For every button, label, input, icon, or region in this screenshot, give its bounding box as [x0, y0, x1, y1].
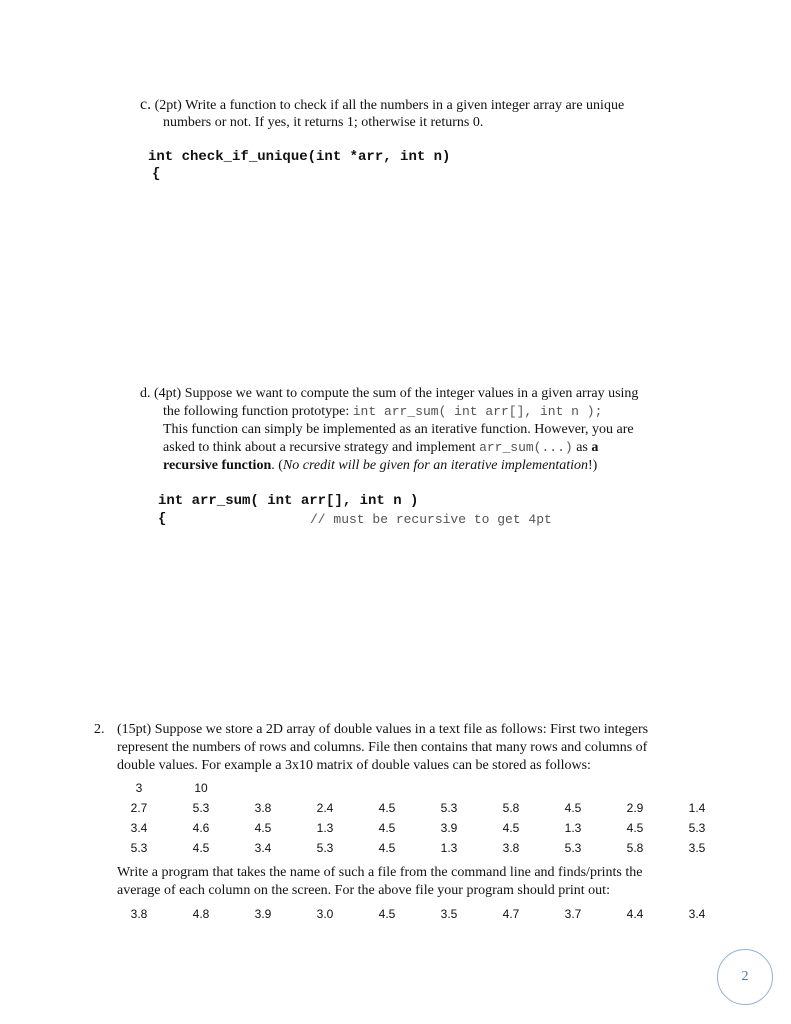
matrix-cell: 5.3: [688, 821, 706, 835]
page-number: 2: [717, 949, 773, 1005]
question-2-line1: (15pt) Suppose we store a 2D array of double values in a text file as follows: First two integers: [117, 722, 649, 737]
question-d-line4: [163, 439, 598, 457]
question-2-line3: double values. For example a 3x10 matrix of double values can be stored as follows:: [117, 758, 591, 773]
matrix-cell: 4.5: [626, 821, 644, 835]
matrix-cell: 3.4: [130, 821, 148, 835]
matrix-cell: 1.3: [564, 821, 582, 835]
question-2-line5: average of each column on the screen. For the above file your program should print out:: [117, 883, 610, 898]
matrix-cell: 5.3: [316, 841, 334, 855]
matrix-cell: 3.9: [440, 821, 458, 835]
average-value: 4.7: [502, 907, 520, 921]
check-if-unique-brace: {: [152, 166, 161, 182]
matrix-cell: 5.3: [192, 801, 210, 815]
arr-sum-call: arr_sum(...): [479, 440, 573, 455]
question-c: [140, 96, 624, 115]
question-d-line2: [163, 403, 602, 421]
matrix-cell: 1.3: [316, 821, 334, 835]
matrix-cell: 4.5: [378, 801, 396, 815]
matrix-cell: 5.3: [564, 841, 582, 855]
question-2-number: 2.: [94, 722, 105, 737]
matrix-cell: 2.9: [626, 801, 644, 815]
average-value: 4.8: [192, 907, 210, 921]
matrix-cell: 4.5: [192, 841, 210, 855]
matrix-cell: 4.6: [192, 821, 210, 835]
average-value: 4.5: [378, 907, 396, 921]
arr-sum-prototype: int arr_sum( int arr[], int n );: [352, 404, 603, 419]
question-d-line2-text: the following function prototype:: [163, 404, 350, 419]
question-c-line1: (2pt) Write a function to check if all the numbers in a given integer array are unique: [154, 98, 625, 113]
arr-sum-signature: int arr_sum( int arr[], int n ): [158, 493, 419, 509]
matrix-cell: 3.8: [502, 841, 520, 855]
average-value: 3.7: [564, 907, 582, 921]
average-value: 3.9: [254, 907, 272, 921]
average-value: 3.5: [440, 907, 458, 921]
matrix-cell: 2.4: [316, 801, 334, 815]
matrix-cell: 4.5: [254, 821, 272, 835]
matrix-cell: 3.4: [254, 841, 272, 855]
matrix-cell: 5.3: [130, 841, 148, 855]
average-value: 4.4: [626, 907, 644, 921]
average-value: 3.4: [688, 907, 706, 921]
matrix-cell: 4.5: [378, 821, 396, 835]
question-c-label: c.: [140, 96, 152, 113]
question-c-line2: numbers or not. If yes, it returns 1; otherwise it returns 0.: [163, 115, 484, 130]
matrix-cols-count: 10: [194, 781, 208, 795]
question-d-line4-text: asked to think about a recursive strategy and implement: [163, 440, 476, 455]
check-if-unique-signature: int check_if_unique(int *arr, int n): [148, 149, 451, 165]
question-d-line4-bold: a: [591, 440, 599, 455]
matrix-cell: 3.5: [688, 841, 706, 855]
matrix-cell: 3.8: [254, 801, 272, 815]
average-value: 3.0: [316, 907, 334, 921]
question-2-line2: represent the numbers of rows and columns. File then contains that many rows and columns of: [117, 740, 648, 755]
matrix-cell: 1.4: [688, 801, 706, 815]
question-d-line3: This function can simply be implemented as an iterative function. However, you are: [163, 422, 634, 437]
question-d-line5-punct: . (: [271, 458, 283, 473]
question-d-line1: d. (4pt) Suppose we want to compute the sum of the integer values in a given array using: [140, 386, 639, 401]
question-d-line5-end: !): [588, 458, 598, 473]
matrix-cell: 4.5: [502, 821, 520, 835]
arr-sum-comment: // must be recursive to get 4pt: [310, 512, 552, 527]
matrix-cell: 4.5: [378, 841, 396, 855]
matrix-cell: 5.3: [440, 801, 458, 815]
arr-sum-brace: {: [158, 511, 167, 527]
recursive-function-bold: recursive function: [163, 458, 272, 473]
question-2-line4: Write a program that takes the name of such a file from the command line and finds/prints the: [117, 865, 643, 880]
matrix-cell: 1.3: [440, 841, 458, 855]
no-credit-italic: No credit will be given for an iterative implementation: [282, 458, 589, 473]
matrix-cell: 4.5: [564, 801, 582, 815]
matrix-cell: 5.8: [626, 841, 644, 855]
matrix-cell: 5.8: [502, 801, 520, 815]
question-d-line4-as: as: [576, 440, 588, 455]
matrix-rows-count: 3: [135, 781, 143, 795]
question-d-line5: [163, 457, 597, 475]
average-value: 3.8: [130, 907, 148, 921]
matrix-cell: 2.7: [130, 801, 148, 815]
